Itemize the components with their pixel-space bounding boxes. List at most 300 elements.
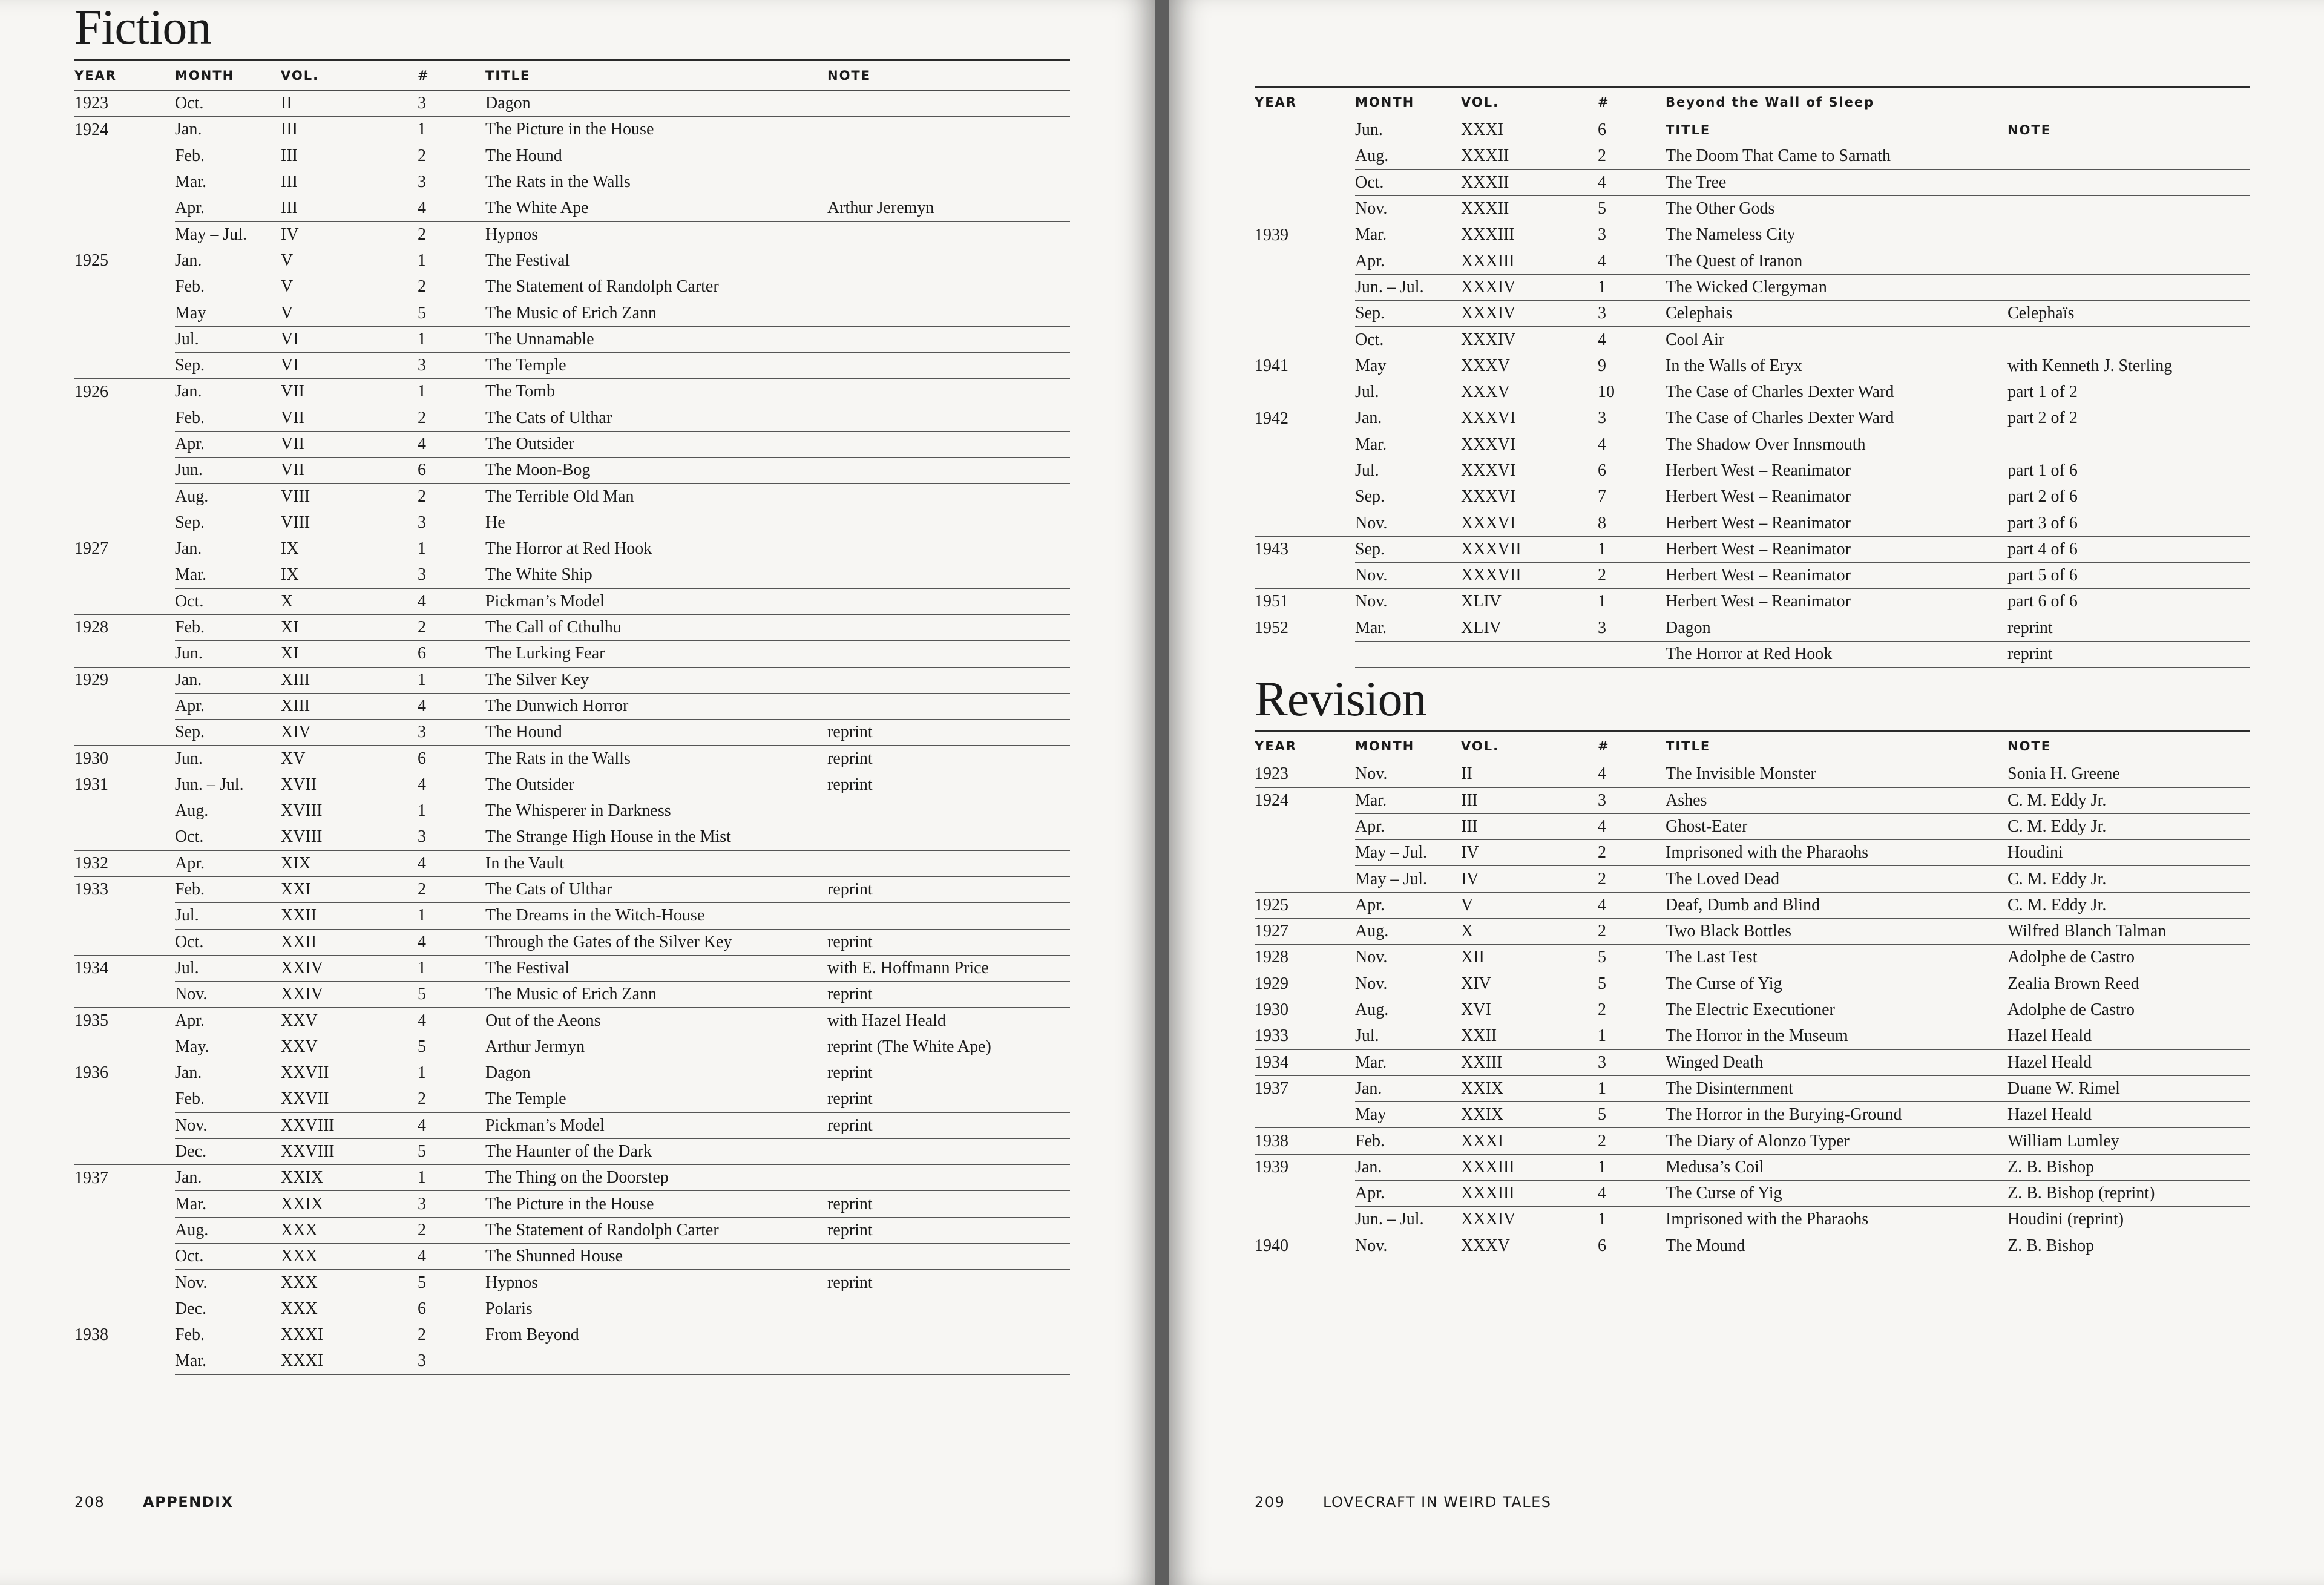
cell-title: The Other Gods [1666,195,2007,222]
cell-month: Aug. [1355,919,1461,945]
cell-month: Jan. [175,248,281,274]
cell-note [2007,169,2250,195]
table-row [1255,892,2250,918]
cell-year [74,641,175,667]
cell-year [74,588,175,614]
table-row [1255,353,2250,379]
cell-title: The Call of Cthulhu [485,614,827,640]
cell-note: reprint [827,1217,1070,1243]
cell-month: Mar. [1355,1049,1461,1075]
cell-year [1255,840,1355,866]
table-row [1255,327,2250,353]
cell-vol: XXXI [1461,1128,1598,1154]
cell-note [827,903,1070,929]
cell-month: Apr. [1355,248,1461,274]
cell-month: Jul. [175,326,281,352]
cell-number: 1 [1598,274,1666,300]
right-content [1255,0,2250,1259]
cell-title: The Diary of Alonzo Typer [1666,1128,2007,1154]
cell-vol: XLIV [1461,589,1598,615]
cell-month: May [1355,353,1461,379]
cell-title: The Rats in the Walls [485,169,827,195]
cell-year: 1939 [1255,222,1355,248]
cell-vol: III [281,169,418,195]
table-row [74,1296,1070,1322]
cell-year: 1928 [1255,945,1355,971]
cell-number: 4 [418,693,485,719]
cell-title: Herbert West – Reanimator [1666,536,2007,562]
cell-title: The Music of Erich Zann [485,300,827,326]
cell-year [1255,379,1355,405]
cell-number: 2 [1598,919,1666,945]
table-row [74,588,1070,614]
table-row [1255,1049,2250,1075]
cell-title: The Music of Erich Zann [485,982,827,1008]
cell-note [827,798,1070,824]
cell-month: Jun. [175,746,281,772]
cell-year: 1940 [1255,1233,1355,1259]
cell-month: Mar. [1355,432,1461,458]
cell-month: May [1355,1102,1461,1128]
cell-title: The Horror at Red Hook [485,536,827,562]
cell-vol: XXII [1461,1023,1598,1049]
cell-title: The Case of Charles Dexter Ward [1666,379,2007,405]
cell-number: 2 [418,614,485,640]
cell-title: The Shadow Over Innsmouth [1666,432,2007,458]
table-row [1255,117,2250,143]
cell-vol: XVII [281,772,418,798]
cell-month: May [175,300,281,326]
cell-title: Ashes [1666,787,2007,813]
cell-number: 4 [1598,761,1666,787]
cell-year: 1930 [1255,997,1355,1023]
cell-month: Oct. [175,929,281,955]
cell-vol: XXX [281,1244,418,1270]
cell-vol: XXXVI [1461,458,1598,484]
cell-month: Aug. [175,484,281,510]
table-row [1255,432,2250,458]
cell-vol: VII [281,405,418,431]
cell-title: The Whisperer in Darkness [485,798,827,824]
table-row [1255,813,2250,839]
cell-year: 1943 [1255,536,1355,562]
cell-note: part 6 of 6 [2007,589,2250,615]
table-row [1255,919,2250,945]
cell-vol: XVIII [281,824,418,850]
cell-note: reprint [2007,641,2250,667]
cell-month: Apr. [1355,1180,1461,1206]
cell-year [1255,510,1355,536]
table-row [74,1191,1070,1217]
cell-number: 8 [1598,510,1666,536]
cell-year: 1935 [74,1008,175,1034]
table-row [74,641,1070,667]
cell-vol: XXIX [281,1191,418,1217]
table-row [1255,274,2250,300]
cell-note [827,458,1070,484]
cell-note [2007,274,2250,300]
table-row [74,1244,1070,1270]
cell-year [74,1244,175,1270]
cell-title: The Case of Charles Dexter Ward [1666,405,2007,432]
cell-note [2007,143,2250,169]
table-row [74,772,1070,798]
cell-month: Aug. [175,1217,281,1243]
cell-number: 5 [418,1034,485,1060]
table-row [74,903,1070,929]
table-row [1255,143,2250,169]
cell-number: 3 [418,352,485,378]
cell-vol: XXVIII [281,1138,418,1164]
cell-number: 3 [1598,615,1666,641]
cell-month: Jul. [175,903,281,929]
cell-year: 1937 [74,1165,175,1191]
cell-title: The Hound [485,720,827,746]
cell-vol: VIII [281,510,418,536]
table-row [74,1086,1070,1112]
cell-number: 6 [1598,1233,1666,1259]
cell-month: Jul. [1355,1023,1461,1049]
table-row [74,222,1070,248]
cell-title: The Horror at Red Hook [1666,641,2007,667]
cell-note [827,248,1070,274]
cell-note [827,352,1070,378]
cell-note [2007,248,2250,274]
header-note: NOTE [827,61,1070,91]
cell-vol: XXIX [1461,1075,1598,1101]
cell-month: Feb. [175,876,281,902]
cell-title: The Temple [485,1086,827,1112]
cell-note: reprint [827,1112,1070,1138]
cell-number: 3 [418,510,485,536]
cell-note [827,510,1070,536]
cell-year [1255,248,1355,274]
header-vol: VOL. [1461,731,1598,761]
table-row [74,850,1070,876]
cell-number: 3 [418,720,485,746]
cell-note: Houdini (reprint) [2007,1207,2250,1233]
cell-note: William Lumley [2007,1128,2250,1154]
cell-vol: V [281,300,418,326]
cell-note: reprint [827,1086,1070,1112]
header-vol: VOL. [1461,87,1598,117]
cell-year [74,143,175,169]
cell-title: The White Ape [485,195,827,222]
header-month: MONTH [175,61,281,91]
cell-title: Hypnos [485,222,827,248]
header-month: MONTH [1355,87,1461,117]
cell-note [827,300,1070,326]
fiction-continued-table [1255,86,2250,668]
cell-number: 1 [418,667,485,693]
cell-year [1255,143,1355,169]
table-row [1255,536,2250,562]
cell-vol: XXXVI [1461,405,1598,432]
cell-year: 1939 [1255,1154,1355,1180]
cell-vol: XXXIII [1461,248,1598,274]
cell-number: 4 [1598,892,1666,918]
cell-number: 3 [1598,405,1666,432]
table-row [1255,1207,2250,1233]
cell-note: reprint [827,720,1070,746]
table-row [74,1217,1070,1243]
fiction-rows [74,91,1070,1375]
cell-note [827,562,1070,588]
cell-title: Ghost-Eater [1666,813,2007,839]
cell-year [74,562,175,588]
cell-note: part 2 of 2 [2007,405,2250,432]
cell-number: 4 [418,588,485,614]
cell-number: 3 [418,169,485,195]
cell-year [1255,169,1355,195]
cell-note: Adolphe de Castro [2007,945,2250,971]
cell-vol: XXXVI [1461,484,1598,510]
cell-title: The Temple [485,352,827,378]
table-row [1255,301,2250,327]
cell-note [827,431,1070,457]
cell-note: reprint [2007,615,2250,641]
cell-note [827,1348,1070,1374]
cell-number: 2 [418,222,485,248]
cell-year: 1936 [74,1060,175,1086]
table-row [1255,787,2250,813]
cell-title: He [485,510,827,536]
table-row [1255,484,2250,510]
cell-month: Jan. [175,667,281,693]
cell-month: Jan. [175,379,281,405]
cell-year [74,405,175,431]
cell-vol: XXXI [281,1348,418,1374]
cell-year: 1927 [74,536,175,562]
cell-number: 4 [1598,1180,1666,1206]
cell-year [74,1270,175,1296]
cell-year: 1926 [74,379,175,405]
cell-year [74,484,175,510]
cell-note [827,693,1070,719]
running-footer: APPENDIX [143,1494,234,1511]
page-number: 209 [1255,1494,1285,1511]
cell-title: From Beyond [485,1322,827,1348]
cell-note: Adolphe de Castro [2007,997,2250,1023]
cell-note [827,91,1070,117]
cell-note: C. M. Eddy Jr. [2007,892,2250,918]
cell-title: Two Black Bottles [1666,919,2007,945]
cell-note [2007,432,2250,458]
cell-title: The Festival [485,955,827,981]
cell-vol: XXXVI [1461,510,1598,536]
table-row [1255,945,2250,971]
cell-number: 5 [418,982,485,1008]
cell-month: Nov. [1355,761,1461,787]
cell-number: 1 [418,326,485,352]
cell-vol: VII [281,431,418,457]
fiction-section [74,0,1070,1375]
cell-note [827,484,1070,510]
cell-vol: XXXIII [1461,1180,1598,1206]
cell-year [74,510,175,536]
cell-note [827,1296,1070,1322]
cell-number: 4 [418,850,485,876]
cell-number [1598,641,1666,667]
cell-vol: XXXIV [1461,301,1598,327]
table-row [1255,563,2250,589]
cell-number: 6 [418,458,485,484]
cell-year: 1923 [74,94,108,113]
header-number: # [1598,87,1666,117]
cell-year [74,169,175,195]
cell-note: reprint [827,1191,1070,1217]
cell-note [827,326,1070,352]
cell-vol: XXXIII [1461,222,1598,248]
table-row [74,248,1070,274]
running-footer: LOVECRAFT IN WEIRD TALES [1323,1494,1552,1511]
cell-title: The Invisible Monster [1666,761,2007,787]
cell-note [827,117,1070,143]
cell-vol: X [281,588,418,614]
cell-vol: XXIV [281,955,418,981]
cell-month: Jul. [1355,458,1461,484]
revision-table [1255,730,2250,1259]
cell-number: 2 [1598,866,1666,892]
cell-month: Feb. [175,1322,281,1348]
cell-vol: XXXIV [1461,1207,1598,1233]
cell-month: Apr. [1355,813,1461,839]
table-row [74,1270,1070,1296]
cell-number: 1 [418,379,485,405]
cell-vol: III [281,195,418,222]
cell-title: The Mound [1666,1233,2007,1259]
table-row [1255,405,2250,432]
cell-note [827,1138,1070,1164]
cell-year: 1938 [74,1322,175,1348]
table-row [74,746,1070,772]
cell-month: Mar. [1355,787,1461,813]
cell-vol: XIII [281,667,418,693]
table-row [74,1165,1070,1191]
table-row [74,1112,1070,1138]
cell-title: The Strange High House in the Mist [485,824,827,850]
cell-note: C. M. Eddy Jr. [2007,813,2250,839]
table-row [1255,589,2250,615]
cell-month: Mar. [175,1348,281,1374]
table-row [1255,997,2250,1023]
table-row [1255,1102,2250,1128]
cell-month: Jan. [1355,1154,1461,1180]
table-header [1255,731,2250,761]
cell-title: The Curse of Yig [1666,1180,2007,1206]
cell-note: with E. Hoffmann Price [827,955,1070,981]
cell-title: The Dreams in the Witch-House [485,903,827,929]
cell-year [74,824,175,850]
cell-year [74,1138,175,1164]
cell-title: Herbert West – Reanimator [1666,510,2007,536]
cell-note: Celephaïs [2007,301,2250,327]
cell-month: Apr. [175,1008,281,1034]
cell-note: reprint [827,1060,1070,1086]
cell-title: The Cats of Ulthar [485,876,827,902]
cell-title: Dagon [1666,615,2007,641]
cell-year: 1930 [74,746,175,772]
cell-vol: XII [1461,945,1598,971]
table-row [1255,510,2250,536]
cell-month: Aug. [1355,997,1461,1023]
cell-number: 4 [1598,327,1666,353]
header-note: NOTE [2007,731,2250,761]
cell-vol: VIII [281,484,418,510]
cell-number: 2 [418,1322,485,1348]
cell-title: The Horror in the Museum [1666,1023,2007,1049]
cell-number: 5 [1598,971,1666,997]
cell-note [827,1244,1070,1270]
table-row [1255,458,2250,484]
fiction-continued-more [1255,143,2250,668]
cell-month: Aug. [175,798,281,824]
table-row [1255,169,2250,195]
cell-vol: XXXV [1461,379,1598,405]
cell-title: The Statement of Randolph Carter [485,1217,827,1243]
table-row [74,824,1070,850]
folio-right [1255,1494,1552,1511]
cell-year [1255,641,1355,667]
cell-title: The Wicked Clergyman [1666,274,2007,300]
cell-year [1255,195,1355,222]
cell-title: The Loved Dead [1666,866,2007,892]
cell-note [827,222,1070,248]
cell-title: Imprisoned with the Pharaohs [1666,1207,2007,1233]
cell-vol: XI [281,614,418,640]
cell-month: Feb. [175,614,281,640]
cell-note: Z. B. Bishop [2007,1233,2250,1259]
cell-year [74,458,175,484]
cell-year: 1938 [1255,1128,1355,1154]
cell-vol: XXX [281,1270,418,1296]
cell-month: Oct. [175,91,281,117]
cell-year [1255,458,1355,484]
table-row [74,798,1070,824]
cell-note [827,405,1070,431]
cell-month: Mar. [175,1191,281,1217]
cell-title: The Nameless City [1666,222,2007,248]
cell-month: Sep. [175,510,281,536]
cell-vol: XXXIII [1461,1154,1598,1180]
cell-year: 1924 [1255,787,1355,813]
cell-vol: VII [281,379,418,405]
table-row [74,929,1070,955]
cell-number: 1 [1598,1075,1666,1101]
cell-month: Mar. [175,562,281,588]
cell-year: 1934 [74,955,175,981]
cell-vol: V [281,274,418,300]
cell-title: The Moon-Bog [485,458,827,484]
cell-number: 3 [1598,787,1666,813]
cell-month: Feb. [175,274,281,300]
cell-title: In the Vault [485,850,827,876]
cell-title: Herbert West – Reanimator [1666,458,2007,484]
cell-month: Jul. [1355,379,1461,405]
cell-note [827,850,1070,876]
cell-note [827,379,1070,405]
cell-note: with Hazel Heald [827,1008,1070,1034]
cell-vol: XVI [1461,997,1598,1023]
cell-number: 4 [1598,169,1666,195]
cell-title: The Doom That Came to Sarnath [1666,143,2007,169]
table-row [74,195,1070,222]
cell-note: reprint [827,982,1070,1008]
cell-note: Hazel Heald [2007,1049,2250,1075]
cell-note: reprint [827,929,1070,955]
cell-month [1355,641,1461,667]
left-page [0,0,1155,1585]
